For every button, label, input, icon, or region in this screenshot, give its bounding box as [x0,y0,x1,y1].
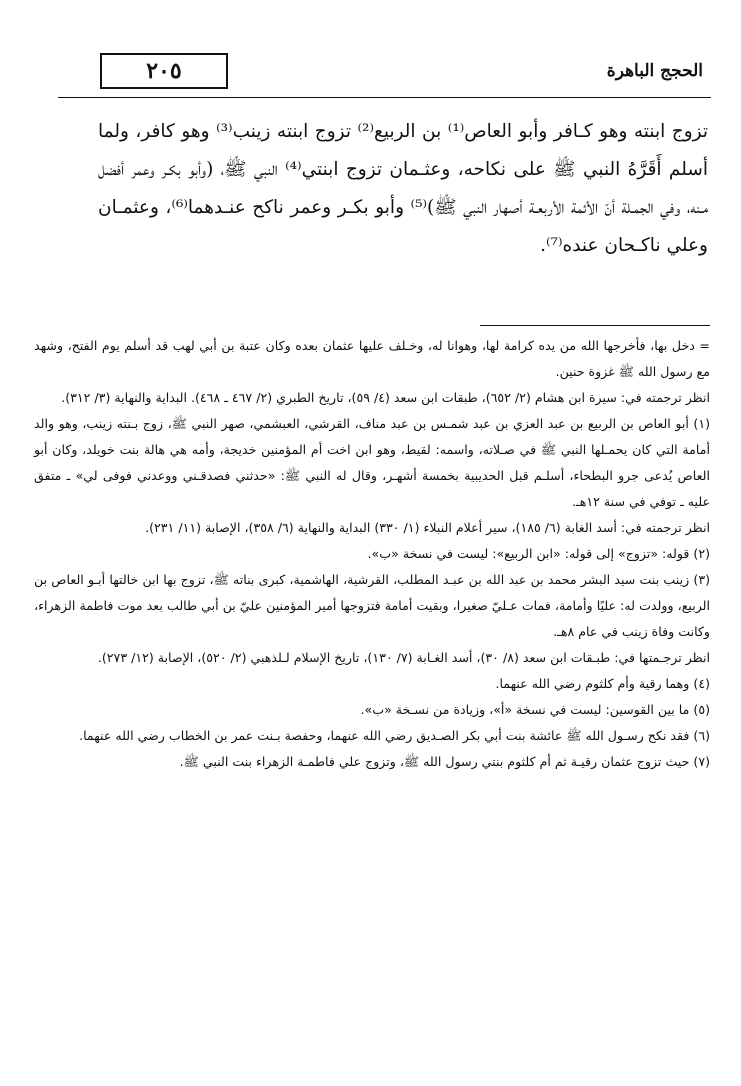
footnotes [34,333,710,775]
footnote-7: (٧) حيث تزوج عثمان رقيـة ثم أم كلثوم بنتي رسول الله ﷺ، وتزوج علي فاطمـة الزهراء بنت النبي ﷺ. [179,754,710,769]
footnote-separator [480,325,710,326]
footnote-4: (٤) وهما رقية وأم كلثوم رضي الله عنهما. [495,676,710,691]
footnote-3-reference: انظر ترجـمتها في: طبـقات ابن سعد (٨/ ٣٠)، أسد الغـابة (٧/ ١٣٠)، تاريخ الإسلام لـلذهبي (٢/ ٥٢٠)، الإصابة (١٢/ ٢٧٣). [97,650,710,665]
footnote-continuation: = دخل بها، فأخرجها الله من يده كرامة لها، وهوانا له، وخـلف عليها عثمان بعده وكان عتبة بن أبي لهب قد أسلم يوم الفتح، وشهد مع رسول الله ﷺ غزوة حنين. [34,338,710,379]
page-number-box [100,53,228,89]
running-title: الحجج الباهرة [606,61,703,81]
footnote-5: (٥) ما بين القوسين: ليست في نسخة «أ»، وزيادة من نسـخة «ب». [360,702,710,717]
footnote-1-reference: انظر ترجمته في: أسد الغابة (٦/ ١٨٥)، سير أعلام النبلاء (١/ ٣٣٠) البداية والنهاية (٦/ ٣٥٨)، الإصابة (١١/ ٢٣١). [145,520,710,535]
main-text [98,113,708,265]
footnote-1: (١) أبو العاص بن الربيع بن عبد العزي بن عبد شمـس بن عبد مناف، القرشي، العبشمي، صهر النبي ﷺ، زوج بـنته زينب، وهو والد أمامة التي كان يحمـلها النبي ﷺ في صـلاته، واسمه: لقيط، وهو ابن اخت أم المؤمنين خديجة، وأمه هي هالة بنت خويلد، وكان أبو العاص يُدعى جرو البطحاء، أسلـم قبل الحديبية بخمسة أشهـر، وقال له النبي ﷺ: «حدثني فصدقـني ووعدني فوفى لي» ـ متفق عليه ـ توفي في سنة ١٢هـ. [34,416,710,509]
footnote-6: (٦) فقد نكح رسـول الله ﷺ عائشة بنت أبي بكر الصـديق رضي الله عنهما، وحفصة بـنت عمر بن الخطاب رضي الله عنهما. [79,728,710,743]
page-header [58,47,711,99]
footnote-reference: انظر ترجمته في: سيرة ابن هشام (٢/ ٦٥٢)، طبقات ابن سعد (٤/ ٥٩)، تاريخ الطبري (٢/ ٤٦٧ ـ ٤٦٨). البداية والنهاية (٣/ ٣١٢). [61,390,710,405]
footnote-3: (٣) زينب بنت سيد البشر محمد بن عبد الله بن عبـد المطلب، القرشية، الهاشمية، كبرى بناته ﷺ، تزوج بها ابن خالتها أبـو العاص بن الربيع، وولدت له: عليًا وأمامة، فمات عـليّ صغيرا، وبقيت أمامة فتزوجها أمير المؤمنين عليّ بن أبي طالب بعد موت فاطمة الزهراء، وكانت وفاة زينب في عام ٨هـ. [34,572,710,639]
page-number: ٢٠٥ [146,58,182,84]
footnote-2: (٢) قوله: «تزوج» إلى قوله: «ابن الربيع»: ليست في نسخة «ب». [367,546,710,561]
header-rule [58,97,711,98]
body-paragraph: تزوج ابنته وهو كـافر وأبو العاص⁽¹⁾ بن الربيع⁽²⁾ تزوج ابنته زينب⁽³⁾ وهو كافر، ولما أسلم أَقَرَّهُ النبي ﷺ على نكاحه، وعثـمان تزوج ابنتي⁽⁴⁾ النبي ﷺ، (وأبو بكـر وعمر أفضل مـنه، وفي الجمـلة أنّ الأئمة الأربعـة أصهار النبي ﷺ)⁽⁵⁾ وأبو بكـر وعمر ناكح عنـدهما⁽⁶⁾، وعثمـان وعلي ناكـحان عنده⁽⁷⁾. [98,121,709,256]
